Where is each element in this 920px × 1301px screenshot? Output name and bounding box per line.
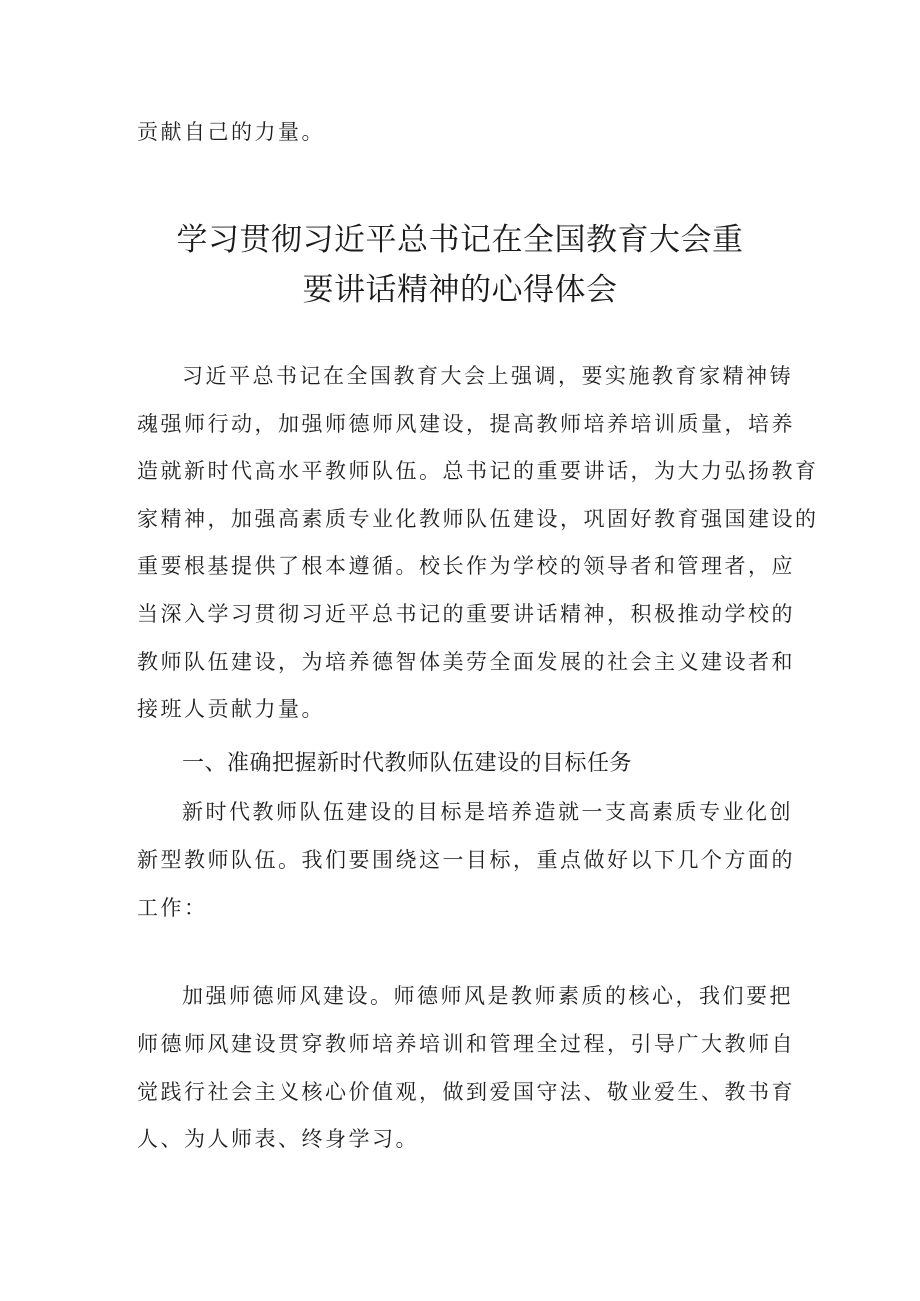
paragraph-line: 重要根基提供了根本遵循。校长作为学校的领导者和管理者，应 — [137, 554, 795, 578]
paragraph-line: 人、为人师表、终身学习。 — [137, 1127, 419, 1151]
paragraph-line: 习近平总书记在全国教育大会上强调，要实施教育家精神铸 — [182, 364, 793, 388]
paragraph-line: 魂强师行动，加强师德师风建设，提高教师培养培训质量，培养 — [137, 412, 795, 436]
paragraph-line: 新型教师队伍。我们要围绕这一目标，重点做好以下几个方面的 — [137, 848, 795, 872]
carryover-line: 贡献自己的力量。 — [137, 120, 325, 144]
document-title-line-1: 学习贯彻习近平总书记在全国教育大会重 — [176, 222, 744, 258]
paragraph-line: 师德师风建设贯穿教师培养培训和管理全过程，引导广大教师自 — [137, 1032, 795, 1056]
paragraph-line: 接班人贡献力量。 — [137, 697, 325, 721]
paragraph-line: 觉践行社会主义核心价值观，做到爱国守法、敬业爱生、教书育 — [137, 1080, 795, 1104]
paragraph-line: 加强师德师风建设。师德师风是教师素质的核心，我们要把 — [182, 984, 793, 1008]
paragraph-line: 教师队伍建设，为培养德智体美劳全面发展的社会主义建设者和 — [137, 650, 795, 674]
paragraph-line: 新时代教师队伍建设的目标是培养造就一支高素质专业化创 — [182, 800, 793, 824]
paragraph-line: 造就新时代高水平教师队伍。总书记的重要讲话，为大力弘扬教育 — [137, 459, 819, 483]
paragraph-line: 工作： — [137, 896, 208, 920]
paragraph-line: 家精神，加强高素质专业化教师队伍建设，巩固好教育强国建设的 — [137, 507, 819, 531]
section-heading: 一、准确把握新时代教师队伍建设的目标任务 — [182, 751, 633, 776]
paragraph-line: 当深入学习贯彻习近平总书记的重要讲话精神，积极推动学校的 — [137, 602, 795, 626]
document-title-line-2: 要讲话精神的心得体会 — [302, 272, 618, 308]
